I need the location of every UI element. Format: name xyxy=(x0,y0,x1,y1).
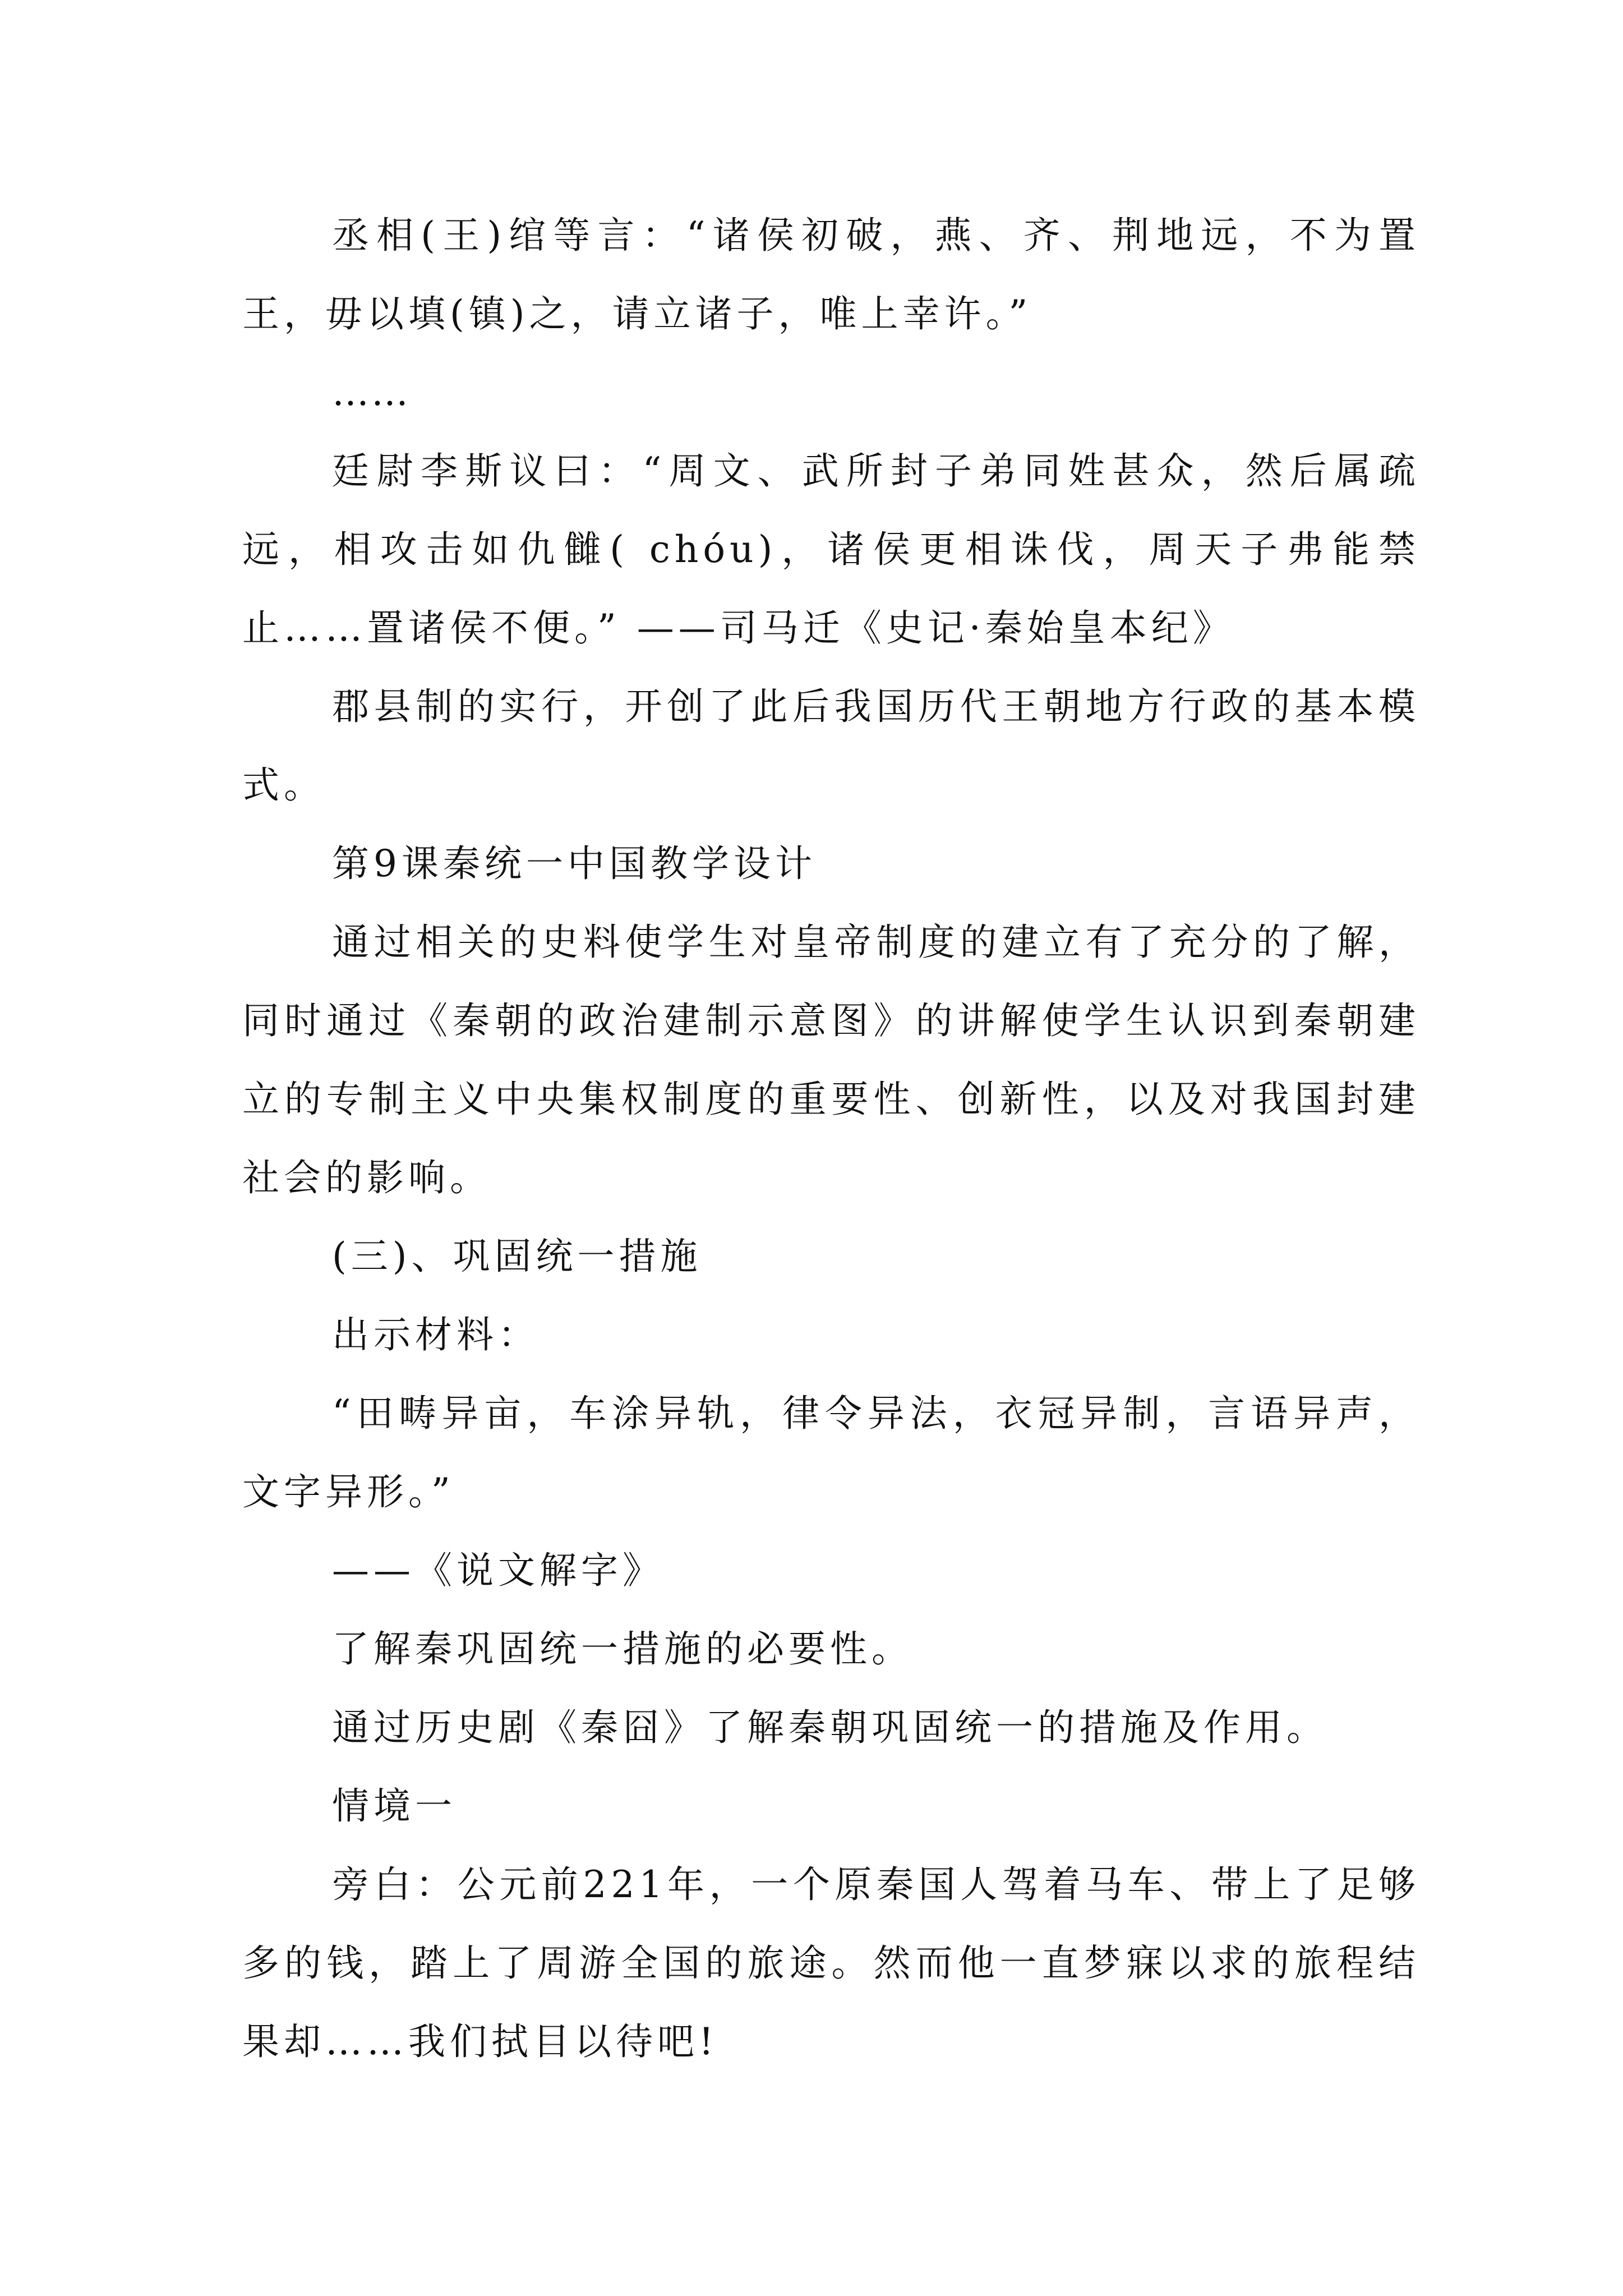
paragraph-teaching-goal: 通过相关的史料使学生对皇帝制度的建立有了充分的了解，同时通过《秦朝的政治建制示意图》的讲解使学生认识到秦朝建立的专制主义中央集权制度的重要性、创新性，以及对我国封建社会的影响。 xyxy=(242,921,1420,1199)
section-heading-consolidation: (三)、巩固统一措施 xyxy=(332,1235,702,1278)
paragraph-li-si-quote: 廷尉李斯议曰：“周文、武所封子弟同姓甚众，然后属疏远，相攻击如仇雠( chóu)，诸侯更相诛伐，周天子弗能禁止……置诸侯不便。” ——司马迁《史记·秦始皇本纪》 xyxy=(242,449,1420,650)
paragraph-chancellor-quote: 丞相(王)绾等言：“诸侯初破，燕、齐、荆地远，不为置王，毋以填(镇)之，请立诸子，唯上幸许。” xyxy=(242,214,1420,335)
paragraph-show-material: 出示材料： xyxy=(332,1313,540,1356)
paragraph-scenario-one: 情境一 xyxy=(332,1784,457,1828)
paragraph-lesson-title: 第9课秦统一中国教学设计 xyxy=(332,842,817,885)
paragraph-commandery-system: 郡县制的实行，开创了此后我国历代王朝地方行政的基本模式。 xyxy=(242,685,1420,807)
paragraph-source-citation: ——《说文解字》 xyxy=(332,1549,664,1592)
paragraph-ellipsis: …… xyxy=(332,371,411,414)
paragraph-narration: 旁白：公元前221年，一个原秦国人驾着马车、带上了足够多的钱，踏上了周游全国的旅途。然而他一直梦寐以求的旅程结果却……我们拭目以待吧! xyxy=(242,1863,1420,2063)
paragraph-shuowen-quote: “田畴异亩，车涂异轨，律令异法，衣冠异制，言语异声，文字异形。” xyxy=(242,1392,1420,1513)
paragraph-necessity: 了解秦巩固统一措施的必要性。 xyxy=(332,1627,913,1671)
document-body xyxy=(242,196,1420,2081)
paragraph-history-drama: 通过历史剧《秦囧》了解秦朝巩固统一的措施及作用。 xyxy=(332,1706,1328,1749)
